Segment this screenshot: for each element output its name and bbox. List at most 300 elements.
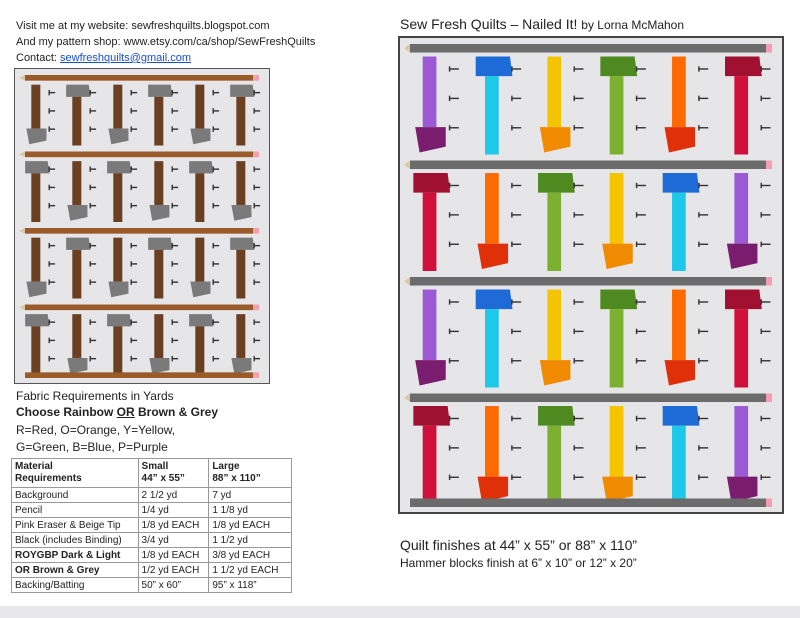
nail-head xyxy=(254,185,255,190)
nail-head xyxy=(131,279,132,284)
nail-head xyxy=(698,212,699,217)
nail-head xyxy=(636,329,637,334)
hammer-handle xyxy=(113,326,122,375)
nail-head xyxy=(449,445,450,450)
header-small-l2: 44” x 55” xyxy=(141,473,185,484)
cell-large: 1/8 yd EACH xyxy=(209,518,292,533)
hammer-head xyxy=(148,238,172,250)
nail xyxy=(574,331,584,332)
nail xyxy=(636,447,646,448)
hammer-head xyxy=(476,57,513,77)
nail-head xyxy=(131,356,132,361)
nail-head xyxy=(449,212,450,217)
nail-head xyxy=(698,299,699,304)
nail-head xyxy=(172,90,173,95)
nail-head xyxy=(49,319,50,324)
nail xyxy=(449,360,459,361)
nail-head xyxy=(449,242,450,247)
nail xyxy=(511,331,521,332)
nail-head xyxy=(511,66,512,71)
nail-head xyxy=(49,126,50,131)
hammer-handle xyxy=(31,173,40,222)
table-row xyxy=(12,548,292,563)
hammer-handle xyxy=(195,173,204,222)
hammer-handle xyxy=(31,326,40,375)
hammer-handle xyxy=(734,309,748,387)
nail-head xyxy=(636,96,637,101)
hammer-handle xyxy=(485,406,499,477)
nail-head xyxy=(213,126,214,131)
nail-head xyxy=(636,66,637,71)
nail-head xyxy=(761,475,762,480)
cell-small: 1/8 yd EACH xyxy=(138,518,209,533)
hammer-head xyxy=(663,173,700,193)
hammer-handle xyxy=(154,161,163,205)
nail xyxy=(511,418,521,419)
hammer-handle xyxy=(610,173,624,244)
subheading-or: OR xyxy=(116,405,135,419)
hammer-handle xyxy=(236,97,245,146)
email-link[interactable]: sewfreshquilts@gmail.com xyxy=(60,52,192,64)
pencil-strip xyxy=(25,372,253,378)
nail xyxy=(574,98,584,99)
contact-label: Contact: xyxy=(16,52,57,64)
nail xyxy=(761,477,771,478)
nail xyxy=(636,360,646,361)
hammer-head xyxy=(600,57,637,77)
nail-head xyxy=(172,166,173,171)
nail-head xyxy=(636,242,637,247)
hammer-handle xyxy=(672,426,686,504)
cell-small: 2 1/2 yd xyxy=(138,488,209,503)
nail-head xyxy=(511,125,512,130)
pencil-eraser xyxy=(766,394,772,403)
hammer-handle xyxy=(423,426,437,504)
nail xyxy=(511,301,521,302)
nail-head xyxy=(172,126,173,131)
nail-head xyxy=(698,416,699,421)
cell-large: 3/8 yd EACH xyxy=(209,548,292,563)
nail-head xyxy=(761,125,762,130)
contact-line xyxy=(16,50,315,66)
nail-head xyxy=(49,338,50,343)
hammer-handle xyxy=(72,250,81,299)
nail-head xyxy=(574,212,575,217)
nail-head xyxy=(213,90,214,95)
nail-head xyxy=(636,358,637,363)
nail xyxy=(449,214,459,215)
large-quilt-image xyxy=(398,36,784,514)
hammer-handle xyxy=(547,57,561,128)
hammer-head xyxy=(66,238,90,250)
large-quilt-graphic xyxy=(400,38,782,512)
nail-head xyxy=(761,299,762,304)
hammer-handle xyxy=(547,193,561,271)
hammer-handle xyxy=(72,314,81,358)
nail-head xyxy=(49,243,50,248)
nail-head xyxy=(90,319,91,324)
nail xyxy=(761,360,771,361)
hammer-handle xyxy=(236,161,245,205)
nail-head xyxy=(90,108,91,113)
hammer-handle xyxy=(195,238,204,282)
hammer-handle xyxy=(113,85,122,129)
nail-head xyxy=(449,416,450,421)
pencil-eraser xyxy=(766,498,772,507)
nail xyxy=(761,98,771,99)
pencil-strip xyxy=(410,44,766,53)
nail-head xyxy=(574,183,575,188)
header-large-l1: Large xyxy=(212,461,240,472)
nail-head xyxy=(49,279,50,284)
table-header-row xyxy=(12,459,292,488)
nail-head xyxy=(574,358,575,363)
nail-head xyxy=(90,126,91,131)
nail xyxy=(636,214,646,215)
nail xyxy=(636,477,646,478)
nail xyxy=(574,447,584,448)
nail-head xyxy=(574,475,575,480)
nail-head xyxy=(213,319,214,324)
hammer-handle xyxy=(610,76,624,154)
nail-head xyxy=(213,166,214,171)
nail-head xyxy=(254,279,255,284)
pencil-eraser xyxy=(253,228,259,234)
cell-small: 3/4 yd xyxy=(138,533,209,548)
nail-head xyxy=(254,338,255,343)
nail xyxy=(449,185,459,186)
nail xyxy=(511,214,521,215)
hammer-head xyxy=(538,406,575,426)
nail-head xyxy=(213,243,214,248)
hammer-handle xyxy=(485,173,499,244)
hammer-handle xyxy=(423,290,437,361)
nail-head xyxy=(213,356,214,361)
nail-head xyxy=(698,96,699,101)
nail-head xyxy=(213,108,214,113)
nail xyxy=(636,68,646,69)
nail-head xyxy=(636,475,637,480)
nail xyxy=(574,244,584,245)
nail-head xyxy=(131,243,132,248)
hammer-head xyxy=(107,161,131,173)
nail-head xyxy=(254,90,255,95)
nail-head xyxy=(213,338,214,343)
hammer-head xyxy=(66,85,90,97)
nail xyxy=(761,68,771,69)
nail-head xyxy=(449,475,450,480)
nail-head xyxy=(254,166,255,171)
nail-head xyxy=(698,183,699,188)
hammer-handle xyxy=(610,406,624,477)
nail xyxy=(574,68,584,69)
nail xyxy=(574,214,584,215)
pencil-strip xyxy=(25,305,253,311)
quilt-background xyxy=(15,69,269,383)
hammer-handle xyxy=(31,238,40,282)
table-row xyxy=(12,563,292,578)
header-material-l2: Requirements xyxy=(15,473,82,484)
nail-head xyxy=(131,203,132,208)
nail-head xyxy=(172,261,173,266)
hammer-handle xyxy=(423,57,437,128)
nail xyxy=(449,477,459,478)
header-small xyxy=(138,459,209,488)
cell-large: 95” x 118” xyxy=(209,578,292,593)
cell-large: 1 1/2 yd EACH xyxy=(209,563,292,578)
pencil-strip xyxy=(410,498,766,507)
nail-head xyxy=(511,445,512,450)
bottom-strip xyxy=(0,606,800,618)
cell-small: 1/2 yd EACH xyxy=(138,563,209,578)
hammer-handle xyxy=(154,97,163,146)
nail-head xyxy=(698,242,699,247)
nail xyxy=(511,244,521,245)
nail xyxy=(698,127,708,128)
nail xyxy=(574,127,584,128)
pencil-eraser xyxy=(766,44,772,53)
fabric-subheading xyxy=(16,405,218,419)
hammer-handle xyxy=(195,326,204,375)
nail-head xyxy=(254,108,255,113)
hammer-head xyxy=(189,161,213,173)
cell-large: 1 1/2 yd xyxy=(209,533,292,548)
nail xyxy=(698,185,708,186)
nail-head xyxy=(761,242,762,247)
page-title xyxy=(400,16,684,32)
pencil-strip xyxy=(25,152,253,158)
hammer-handle xyxy=(734,173,748,244)
hammer-head xyxy=(230,238,254,250)
cell-material: Backing/Batting xyxy=(12,578,139,593)
nail-head xyxy=(449,66,450,71)
nail-head xyxy=(574,125,575,130)
nail-head xyxy=(49,203,50,208)
subheading-pre: Choose Rainbow xyxy=(16,405,117,419)
nail xyxy=(511,477,521,478)
hammer-head xyxy=(230,85,254,97)
nail-head xyxy=(511,212,512,217)
nail xyxy=(761,244,771,245)
hammer-handle xyxy=(547,290,561,361)
pencil-eraser xyxy=(253,372,259,378)
cell-small: 50” x 60” xyxy=(138,578,209,593)
nail-head xyxy=(574,416,575,421)
nail-head xyxy=(698,475,699,480)
nail-head xyxy=(511,96,512,101)
pencil-eraser xyxy=(253,75,259,81)
hammer-handle xyxy=(113,238,122,282)
pencil-eraser xyxy=(766,277,772,286)
nail-head xyxy=(511,299,512,304)
nail xyxy=(698,418,708,419)
nail xyxy=(574,185,584,186)
table-row xyxy=(12,518,292,533)
nail xyxy=(636,244,646,245)
nail-head xyxy=(172,108,173,113)
nail-head xyxy=(761,329,762,334)
nail-head xyxy=(172,356,173,361)
nail xyxy=(698,214,708,215)
title-main: Sew Fresh Quilts – Nailed It! xyxy=(400,16,578,32)
nail-head xyxy=(698,445,699,450)
cell-large: 7 yd xyxy=(209,488,292,503)
nail xyxy=(761,447,771,448)
nail-head xyxy=(449,329,450,334)
nail xyxy=(574,301,584,302)
pencil-eraser xyxy=(766,161,772,170)
nail-head xyxy=(511,329,512,334)
nail-head xyxy=(131,338,132,343)
quilt-background xyxy=(400,38,782,512)
nail-head xyxy=(636,445,637,450)
hammer-head xyxy=(413,406,450,426)
nail xyxy=(761,185,771,186)
table-row xyxy=(12,488,292,503)
pencil-eraser xyxy=(253,152,259,158)
nail xyxy=(698,331,708,332)
nail-head xyxy=(698,66,699,71)
nail-head xyxy=(172,319,173,324)
nail-head xyxy=(574,96,575,101)
hammer-handle xyxy=(236,314,245,358)
color-key-line2: G=Green, B=Blue, P=Purple xyxy=(16,440,168,454)
hammer-handle xyxy=(610,309,624,387)
block-size-line: Hammer blocks finish at 6” x 10” or 12” x 20” xyxy=(400,556,637,570)
nail xyxy=(761,214,771,215)
header-material-l1: Material xyxy=(15,461,53,472)
nail xyxy=(761,331,771,332)
nail xyxy=(636,301,646,302)
nail-head xyxy=(90,261,91,266)
hammer-handle xyxy=(72,161,81,205)
subheading-post: Brown & Grey xyxy=(134,405,219,419)
nail xyxy=(449,331,459,332)
hammer-head xyxy=(725,57,762,77)
hammer-head xyxy=(148,85,172,97)
nail-head xyxy=(131,90,132,95)
hammer-handle xyxy=(672,193,686,271)
nail-head xyxy=(90,90,91,95)
hammer-handle xyxy=(485,309,499,387)
hammer-head xyxy=(725,290,762,310)
small-quilt-graphic xyxy=(15,69,269,383)
nail xyxy=(511,185,521,186)
hammer-head xyxy=(413,173,450,193)
hammer-handle xyxy=(672,57,686,128)
nail-head xyxy=(131,261,132,266)
nail-head xyxy=(172,279,173,284)
contact-block xyxy=(16,18,315,66)
nail-head xyxy=(449,299,450,304)
cell-small: 1/4 yd xyxy=(138,503,209,518)
cell-material: Background xyxy=(12,488,139,503)
nail xyxy=(449,98,459,99)
nail-head xyxy=(254,261,255,266)
nail xyxy=(761,127,771,128)
nail-head xyxy=(49,90,50,95)
nail-head xyxy=(449,96,450,101)
nail-head xyxy=(761,445,762,450)
nail xyxy=(511,360,521,361)
nail-head xyxy=(90,338,91,343)
cell-small: 1/8 yd EACH xyxy=(138,548,209,563)
hammer-handle xyxy=(423,193,437,271)
nail xyxy=(698,68,708,69)
nail-head xyxy=(698,329,699,334)
nail-head xyxy=(254,356,255,361)
table-row xyxy=(12,503,292,518)
hammer-handle xyxy=(113,173,122,222)
pencil-eraser xyxy=(253,305,259,311)
hammer-handle xyxy=(734,76,748,154)
nail-head xyxy=(574,242,575,247)
nail-head xyxy=(636,299,637,304)
cell-material: Pencil xyxy=(12,503,139,518)
cell-material: Pink Eraser & Beige Tip xyxy=(12,518,139,533)
hammer-head xyxy=(25,314,49,326)
nail-head xyxy=(131,126,132,131)
nail-head xyxy=(698,125,699,130)
title-author: by Lorna McMahon xyxy=(581,18,685,32)
nail-head xyxy=(172,243,173,248)
nail xyxy=(449,447,459,448)
nail-head xyxy=(213,185,214,190)
small-quilt-image xyxy=(14,68,270,384)
nail-head xyxy=(131,166,132,171)
hammer-handle xyxy=(485,76,499,154)
nail xyxy=(698,477,708,478)
nail xyxy=(511,98,521,99)
nail-head xyxy=(449,125,450,130)
nail-head xyxy=(90,279,91,284)
nail xyxy=(511,68,521,69)
cell-material: ROYGBP Dark & Light xyxy=(12,548,139,563)
cell-material: OR Brown & Grey xyxy=(12,563,139,578)
shop-line: And my pattern shop: www.etsy.com/ca/shop/SewFreshQuilts xyxy=(16,36,316,48)
nail xyxy=(761,301,771,302)
fabric-heading: Fabric Requirements in Yards xyxy=(16,389,174,403)
nail-head xyxy=(761,96,762,101)
nail-head xyxy=(254,319,255,324)
table-row xyxy=(12,533,292,548)
nail xyxy=(574,360,584,361)
nail-head xyxy=(90,185,91,190)
nail-head xyxy=(761,183,762,188)
hammer-handle xyxy=(734,406,748,477)
header-small-l1: Small xyxy=(141,461,169,472)
nail-head xyxy=(49,108,50,113)
pencil-strip xyxy=(25,75,253,81)
nail xyxy=(449,68,459,69)
nail-head xyxy=(511,242,512,247)
cell-large: 1 1/8 yd xyxy=(209,503,292,518)
requirements-table xyxy=(11,458,292,593)
nail xyxy=(511,447,521,448)
nail-head xyxy=(49,261,50,266)
nail-head xyxy=(574,66,575,71)
header-material xyxy=(12,459,139,488)
nail-head xyxy=(131,108,132,113)
nail-head xyxy=(761,66,762,71)
hammer-handle xyxy=(154,314,163,358)
hammer-head xyxy=(189,314,213,326)
nail-head xyxy=(90,166,91,171)
nail-head xyxy=(511,358,512,363)
hammer-handle xyxy=(154,250,163,299)
nail-head xyxy=(90,243,91,248)
nail-head xyxy=(636,416,637,421)
